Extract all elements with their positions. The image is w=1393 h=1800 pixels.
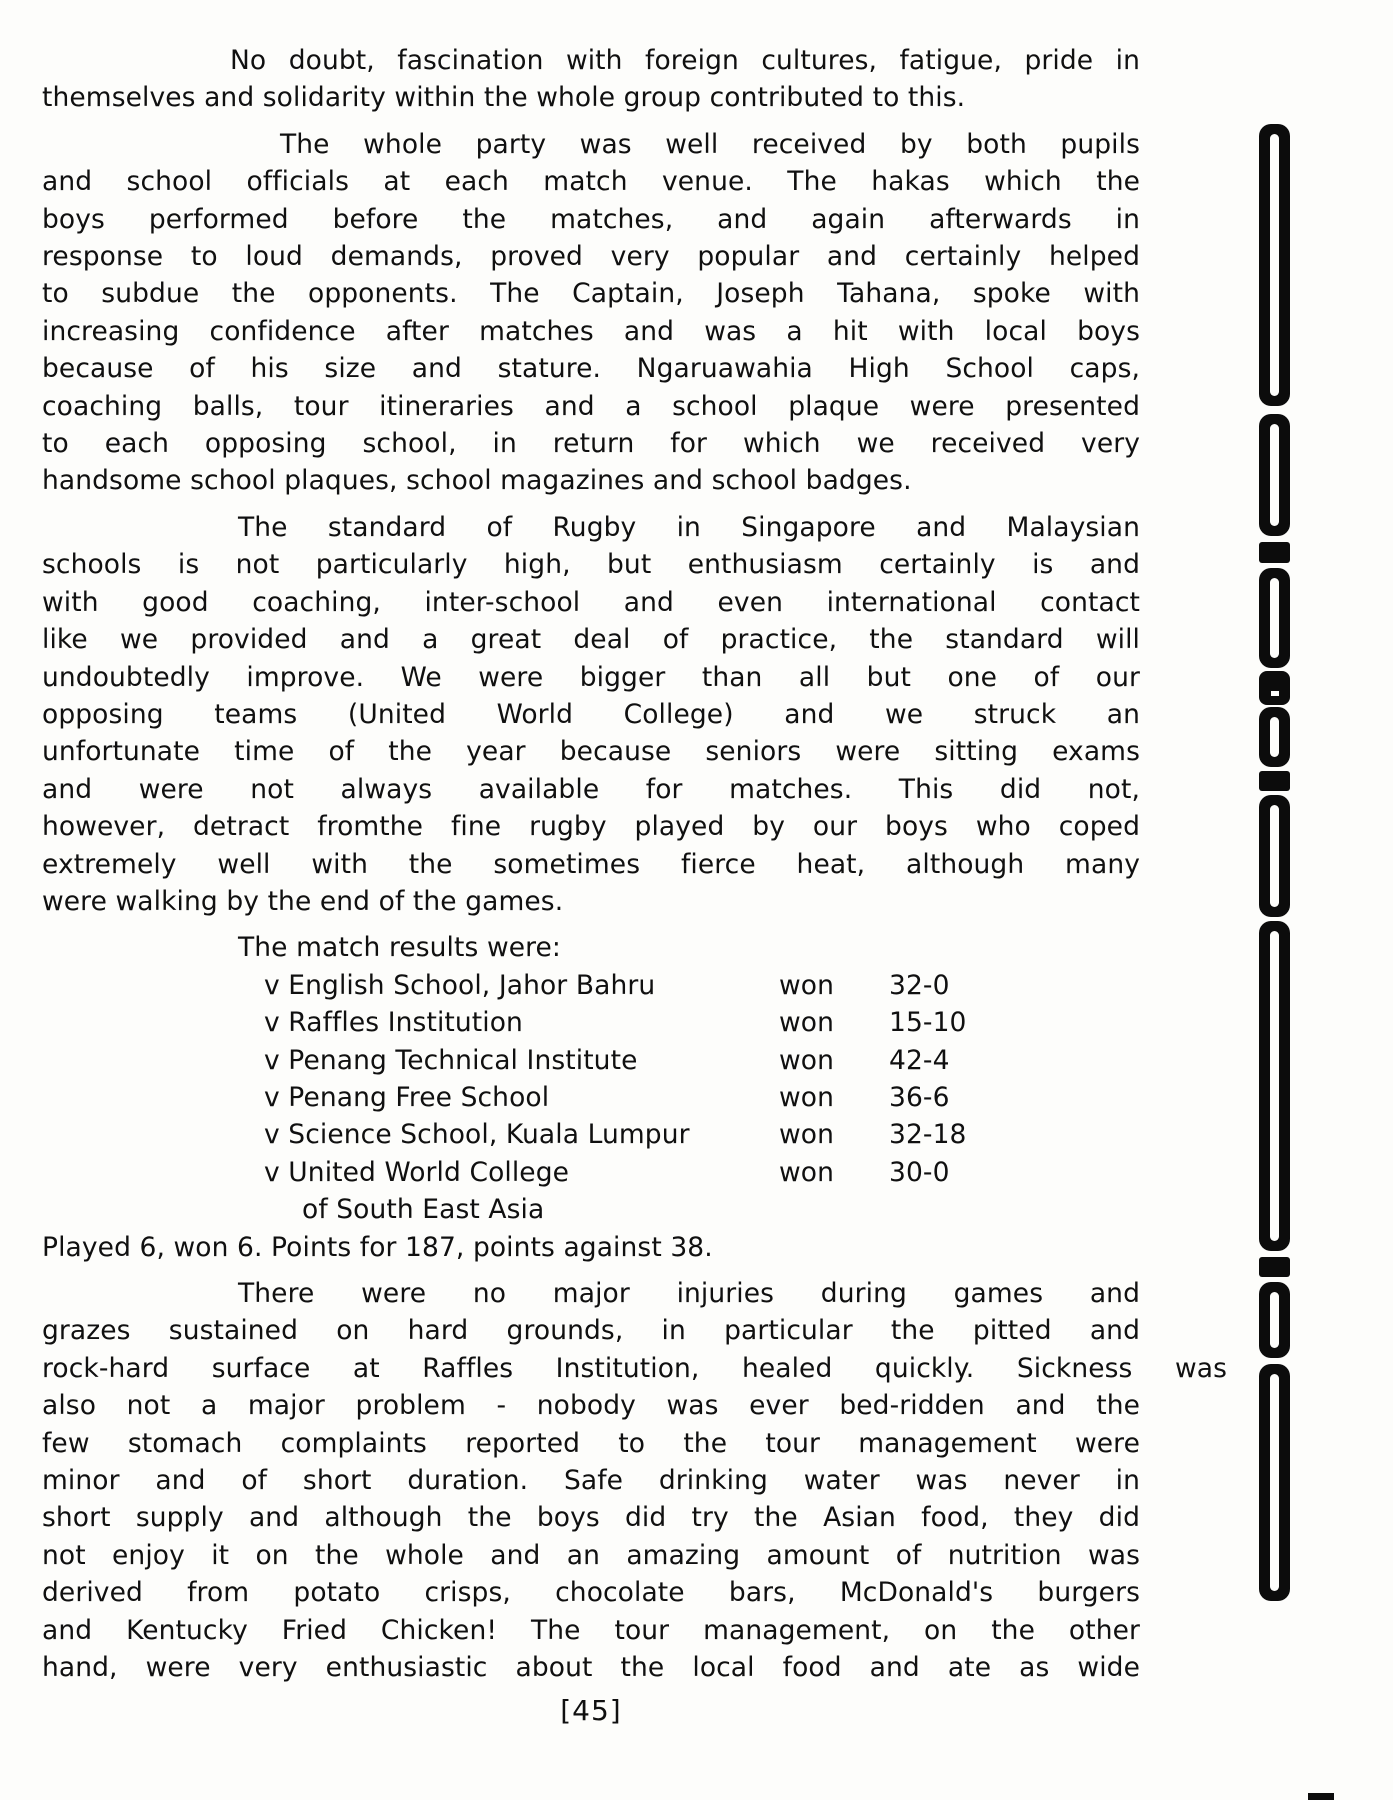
match-score: 30-0 xyxy=(889,1156,950,1188)
text-line: unfortunate time of the year because seniors were sitting exams xyxy=(42,736,1140,768)
match-score: 36-6 xyxy=(889,1081,950,1113)
text-line: The whole party was well received by both pupils xyxy=(280,128,1140,160)
match-opponent: v English School, Jahor Bahru xyxy=(264,969,656,1001)
decorative-border xyxy=(1259,124,1290,1601)
border-segment-capsule xyxy=(1259,1364,1290,1601)
text-line: with good coaching, inter-school and even international contact xyxy=(42,586,1140,618)
text-line: increasing confidence after matches and was a hit with local boys xyxy=(42,315,1140,347)
paragraph-3 xyxy=(42,509,1140,920)
border-segment-square xyxy=(1259,542,1290,563)
text-line: to subdue the opponents. The Captain, Joseph Tahana, spoke with xyxy=(42,278,1140,310)
match-result-row xyxy=(42,1042,1140,1079)
match-score: 15-10 xyxy=(889,1007,967,1039)
text-line: grazes sustained on hard grounds, in particular the pitted and xyxy=(42,1315,1140,1347)
border-segment-square xyxy=(1259,1257,1290,1277)
page-number: [45] xyxy=(560,1694,622,1727)
match-opponent: v Raffles Institution xyxy=(264,1007,523,1039)
text-line: however, detract fromthe fine rugby played by our boys who coped xyxy=(42,811,1140,843)
match-results-continuation: of South East Asia xyxy=(302,1194,545,1226)
text-line: hand, were very enthusiastic about the local food and ate as wide xyxy=(42,1652,1140,1684)
match-outcome: won xyxy=(779,1081,834,1113)
border-segment-square xyxy=(1259,771,1290,791)
border-segment-capsule xyxy=(1259,1282,1290,1358)
text-line: like we provided and a great deal of practice, the standard will xyxy=(42,624,1140,656)
text-line: boys performed before the matches, and again afterwards in xyxy=(42,203,1140,235)
text-line: and school officials at each match venue. The hakas which the xyxy=(42,166,1140,198)
match-outcome: won xyxy=(779,1156,834,1188)
text-line: response to loud demands, proved very popular and certainly helped xyxy=(42,241,1140,273)
text-line: No doubt, fascination with foreign cultures, fatigue, pride in xyxy=(230,45,1140,76)
match-opponent: v Penang Technical Institute xyxy=(264,1044,638,1076)
scan-artifact-mark xyxy=(1308,1793,1334,1800)
text-line: themselves and solidarity within the whole group contributed to this. xyxy=(42,82,966,114)
text-line: to each opposing school, in return for which we received very xyxy=(42,428,1140,460)
text-line: There were no major injuries during games and xyxy=(238,1278,1140,1309)
match-outcome: won xyxy=(779,1044,834,1076)
border-segment-capsule xyxy=(1259,921,1290,1251)
text-line: extremely well with the sometimes fierce heat, although many xyxy=(42,848,1140,880)
text-line: handsome school plaques, school magazines and school badges. xyxy=(42,465,912,497)
match-result-row xyxy=(42,1154,1140,1191)
border-segment-capsule xyxy=(1259,414,1290,536)
text-line: short supply and although the boys did try the Asian food, they did xyxy=(42,1502,1140,1534)
border-segment-capsule xyxy=(1259,568,1290,668)
text-line: not enjoy it on the whole and an amazing amount of nutrition was xyxy=(42,1539,1140,1571)
text-line: and Kentucky Fried Chicken! The tour management, on the other xyxy=(42,1614,1140,1646)
text-line: also not a major problem - nobody was ever bed-ridden and the xyxy=(42,1390,1140,1422)
match-result-row xyxy=(42,967,1140,1004)
paragraph-2 xyxy=(42,126,1140,500)
page-text xyxy=(42,42,1227,1695)
paragraph-1 xyxy=(42,42,1140,117)
border-segment-capsule xyxy=(1259,124,1290,406)
match-opponent: v Penang Free School xyxy=(264,1081,550,1113)
results-heading: The match results were: xyxy=(238,932,561,964)
match-result-row xyxy=(42,1004,1140,1041)
text-line: few stomach complaints reported to the tour management were xyxy=(42,1427,1140,1459)
match-result-row xyxy=(42,1079,1140,1116)
text-line: minor and of short duration. Safe drinking water was never in xyxy=(42,1465,1140,1497)
text-line: schools is not particularly high, but enthusiasm certainly is and xyxy=(42,549,1140,581)
text-line: opposing teams (United World College) and we struck an xyxy=(42,698,1140,730)
match-outcome: won xyxy=(779,1007,834,1039)
border-segment-capsule xyxy=(1259,795,1290,917)
text-line: and were not always available for matches. This did not, xyxy=(42,773,1140,805)
match-opponent: v United World College xyxy=(264,1156,570,1188)
paragraph-4 xyxy=(42,1275,1227,1686)
match-outcome: won xyxy=(779,1119,834,1151)
text-line: The standard of Rugby in Singapore and Malaysian xyxy=(238,511,1140,543)
text-line: derived from potato crisps, chocolate bars, McDonald's burgers xyxy=(42,1577,1140,1609)
text-line: undoubtedly improve. We were bigger than all but one of our xyxy=(42,661,1140,693)
border-segment-capsule xyxy=(1259,707,1290,767)
match-outcome: won xyxy=(779,969,834,1001)
match-score: 32-0 xyxy=(889,969,950,1001)
text-line: coaching balls, tour itineraries and a school plaque were presented xyxy=(42,390,1140,422)
text-line: were walking by the end of the games. xyxy=(42,885,564,917)
text-line: rock-hard surface at Raffles Institution, healed quickly. Sickness was xyxy=(42,1352,1227,1384)
match-score: 32-18 xyxy=(889,1119,967,1151)
match-opponent: v Science School, Kuala Lumpur xyxy=(264,1119,690,1151)
results-summary: Played 6, won 6. Points for 187, points against 38. xyxy=(42,1231,713,1263)
match-result-row xyxy=(42,1116,1140,1153)
border-segment-solid xyxy=(1259,671,1290,705)
text-line: because of his size and stature. Ngaruawahia High School caps, xyxy=(42,353,1140,385)
match-score: 42-4 xyxy=(889,1044,950,1076)
